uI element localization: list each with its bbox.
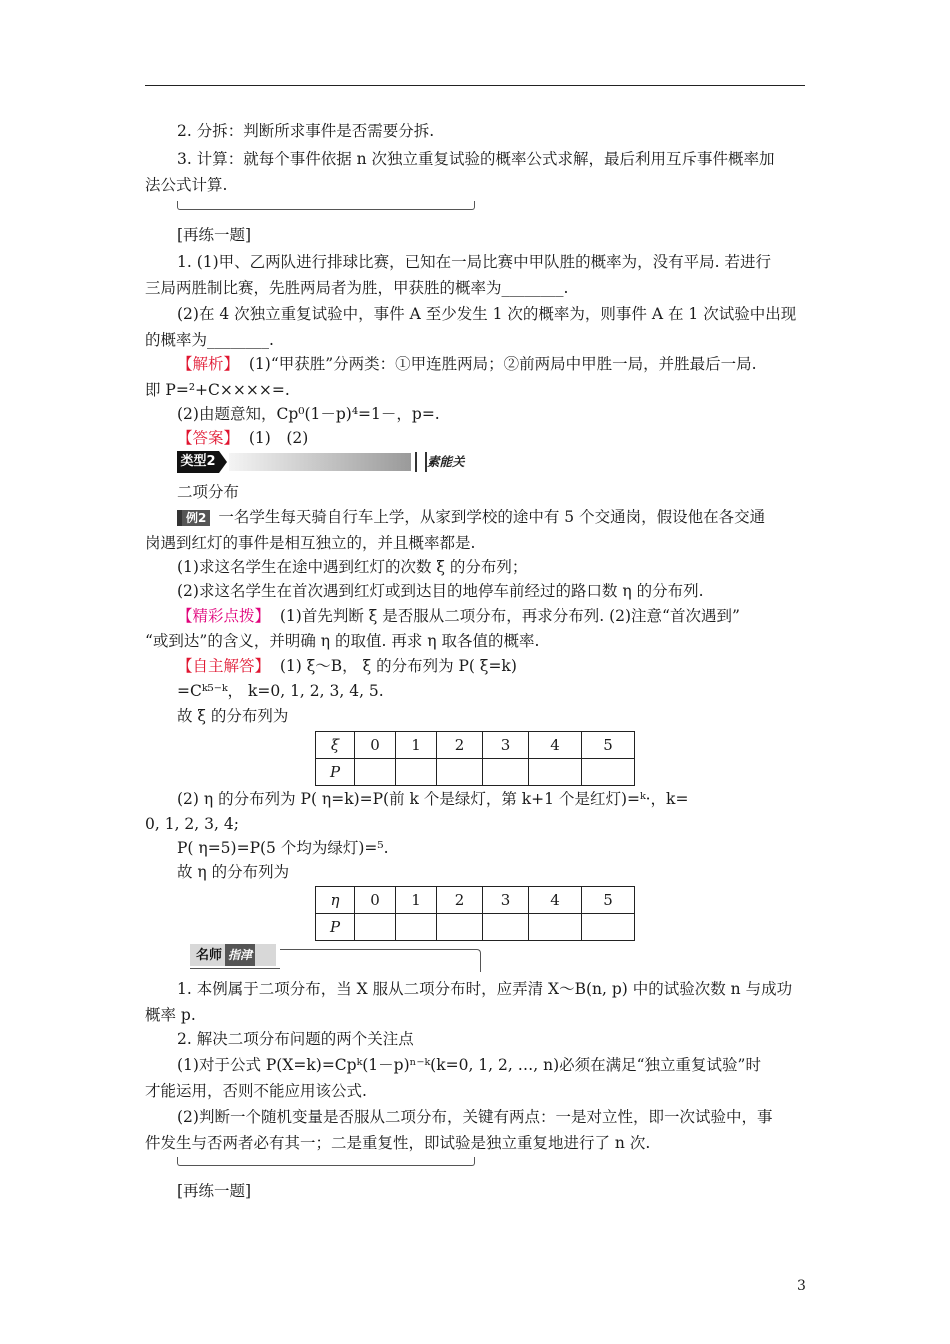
hint-line-2: “或到达”的含义，并明确 η 的取值. 再求 η 取各值的概率. <box>145 632 540 650</box>
section-bracket <box>177 201 475 210</box>
banner-arrow <box>219 451 227 473</box>
table-cell: 5 <box>582 732 635 759</box>
table-cell <box>582 914 635 941</box>
tips-label-a: 名师 <box>196 948 223 963</box>
table-cell: P <box>316 914 355 941</box>
eta-line-3: P( η=5)=P(5 个均为绿灯)=⁵. <box>177 839 389 857</box>
question-1-line-1: 1. (1)甲、乙两队进行排球比赛，已知在一局比赛中甲队胜的概率为，没有平局. 若进行 <box>177 253 772 271</box>
question-2-line-1: (2)在 4 次独立重复试验中，事件 A 至少发生 1 次的概率为，则事件 A 在 1 次试验中出现 <box>177 305 797 323</box>
tip-1-line-1: 1. 本例属于二项分布，当 X 服从二项分布时，应弄清 X～B(n, p) 中的试验次数 n 与成功 <box>177 980 793 998</box>
tip-2-item-1-line-1: (1)对于公式 P(X=k)=Cpᵏ(1－p)ⁿ⁻ᵏ(k=0, 1, 2, …, n)必须在满足“独立重复试验”时 <box>177 1056 761 1074</box>
tip-1-line-2: 概率 p. <box>145 1006 196 1024</box>
answer-tag: 【答案】 <box>177 429 240 447</box>
tip-2-item-2-line-2: 件发生与否两者必有其一；二是重复性，即试验是独立重复地进行了 n 次. <box>145 1134 651 1152</box>
hint-text: (1)首先判断 ξ 是否服从二项分布，再求分布列. (2)注意“首次遇到” <box>279 607 740 625</box>
answer-text: (1) (2) <box>248 429 309 447</box>
table-cell <box>355 759 396 786</box>
solution-tag: 【自主解答】 <box>177 657 271 675</box>
eta-line-4: 故 η 的分布列为 <box>177 863 290 881</box>
example-text: 一名学生每天骑自行车上学，从家到学校的途中有 5 个交通岗，假设他在各交通 <box>218 508 766 526</box>
type-banner <box>177 451 475 473</box>
table-cell: 4 <box>529 887 582 914</box>
eta-line-2: 0, 1, 2, 3, 4; <box>145 815 239 833</box>
hint-tag: 【精彩点拨】 <box>177 607 271 625</box>
analysis-line-2: 即 P=²+C××××=. <box>145 381 290 399</box>
solution-line-1 <box>177 656 517 676</box>
table-row <box>316 914 635 941</box>
example-tag: 例2 <box>177 510 210 526</box>
table-cell <box>529 914 582 941</box>
banner-divider <box>415 452 427 472</box>
xi-distribution-table <box>315 731 635 786</box>
table-cell: 0 <box>355 732 396 759</box>
tip-2-heading: 2. 解决二项分布问题的两个关注点 <box>177 1030 414 1048</box>
table-cell: 0 <box>355 887 396 914</box>
header-rule <box>145 85 805 86</box>
table-row <box>316 759 635 786</box>
table-cell: 1 <box>396 887 437 914</box>
teacher-tips-banner <box>190 944 482 972</box>
table-cell <box>437 759 483 786</box>
section-title: 二项分布 <box>177 483 240 501</box>
analysis-text: (1)“甲获胜”分两类：①甲连胜两局；②前两局中甲胜一局，并胜最后一局. <box>248 355 757 373</box>
table-cell <box>355 914 396 941</box>
page-number: 3 <box>797 1278 806 1294</box>
table-cell: 5 <box>582 887 635 914</box>
example-part-1: (1)求这名学生在途中遇到红灯的次数 ξ 的分布列； <box>177 558 528 576</box>
solution-line-2: =Cᵏ⁵⁻ᵏ， k=0, 1, 2, 3, 4, 5. <box>177 682 384 700</box>
table-cell: 3 <box>483 887 529 914</box>
tips-underline <box>190 968 280 969</box>
practice-heading: [再练一题] <box>177 226 252 244</box>
table-row <box>316 887 635 914</box>
table-cell: P <box>316 759 355 786</box>
tips-bracket <box>177 1157 475 1166</box>
analysis-tag: 【解析】 <box>177 355 240 373</box>
tips-label <box>190 944 276 966</box>
hint-line-1 <box>177 606 740 626</box>
table-cell: 3 <box>483 732 529 759</box>
question-1-line-2: 三局两胜制比赛，先胜两局者为胜，甲获胜的概率为________. <box>145 279 569 297</box>
tip-2-item-2-line-1: (2)判断一个随机变量是否服从二项分布，关键有两点：一是对立性，即一次试验中，事 <box>177 1108 773 1126</box>
question-2-line-2: 的概率为________. <box>145 331 274 349</box>
table-row <box>316 732 635 759</box>
table-cell: η <box>316 887 355 914</box>
step-3-text-cont: 法公式计算. <box>145 176 228 194</box>
tips-frame <box>280 949 481 972</box>
table-cell <box>582 759 635 786</box>
example-part-2: (2)求这名学生在首次遇到红灯或到达目的地停车前经过的路口数 η 的分布列. <box>177 582 704 600</box>
tip-2-item-1-line-2: 才能运用，否则不能应用该公式. <box>145 1082 367 1100</box>
practice-heading-2: [再练一题] <box>177 1182 252 1200</box>
table-cell <box>396 759 437 786</box>
table-cell: 2 <box>437 887 483 914</box>
table-cell: ξ <box>316 732 355 759</box>
eta-line-1: (2) η 的分布列为 P( η=k)=P(前 k 个是绿灯，第 k+1 个是红灯)=ᵏ·，k= <box>177 790 689 808</box>
table-cell <box>437 914 483 941</box>
table-cell: 4 <box>529 732 582 759</box>
table-cell <box>483 914 529 941</box>
type-label: 类型2 <box>177 451 219 473</box>
analysis-line-3: (2)由题意知，Cp⁰(1－p)⁴=1－，p=. <box>177 405 440 423</box>
solution-text: (1) ξ～B， ξ 的分布列为 P( ξ=k) <box>279 657 517 675</box>
answer-line <box>177 428 308 448</box>
table-cell <box>529 759 582 786</box>
eta-distribution-table <box>315 886 635 941</box>
step-2-text: 2. 分拆：判断所求事件是否需要分拆. <box>177 122 435 140</box>
tips-label-b: 指津 <box>225 944 255 966</box>
analysis-line-1 <box>177 354 757 374</box>
table-cell: 1 <box>396 732 437 759</box>
banner-gradient-bar <box>229 453 411 471</box>
step-3-text: 3. 计算：就每个事件依据 n 次独立重复试验的概率公式求解，最后利用互斥事件概率加 <box>177 150 775 168</box>
table-cell <box>396 914 437 941</box>
example-line-1 <box>177 507 765 527</box>
table-cell <box>483 759 529 786</box>
table-cell: 2 <box>437 732 483 759</box>
example-line-2: 岗遇到红灯的事件是相互独立的，并且概率都是. <box>145 534 476 552</box>
solution-line-3: 故 ξ 的分布列为 <box>177 707 289 725</box>
banner-right-label: 素能关 <box>427 454 465 469</box>
